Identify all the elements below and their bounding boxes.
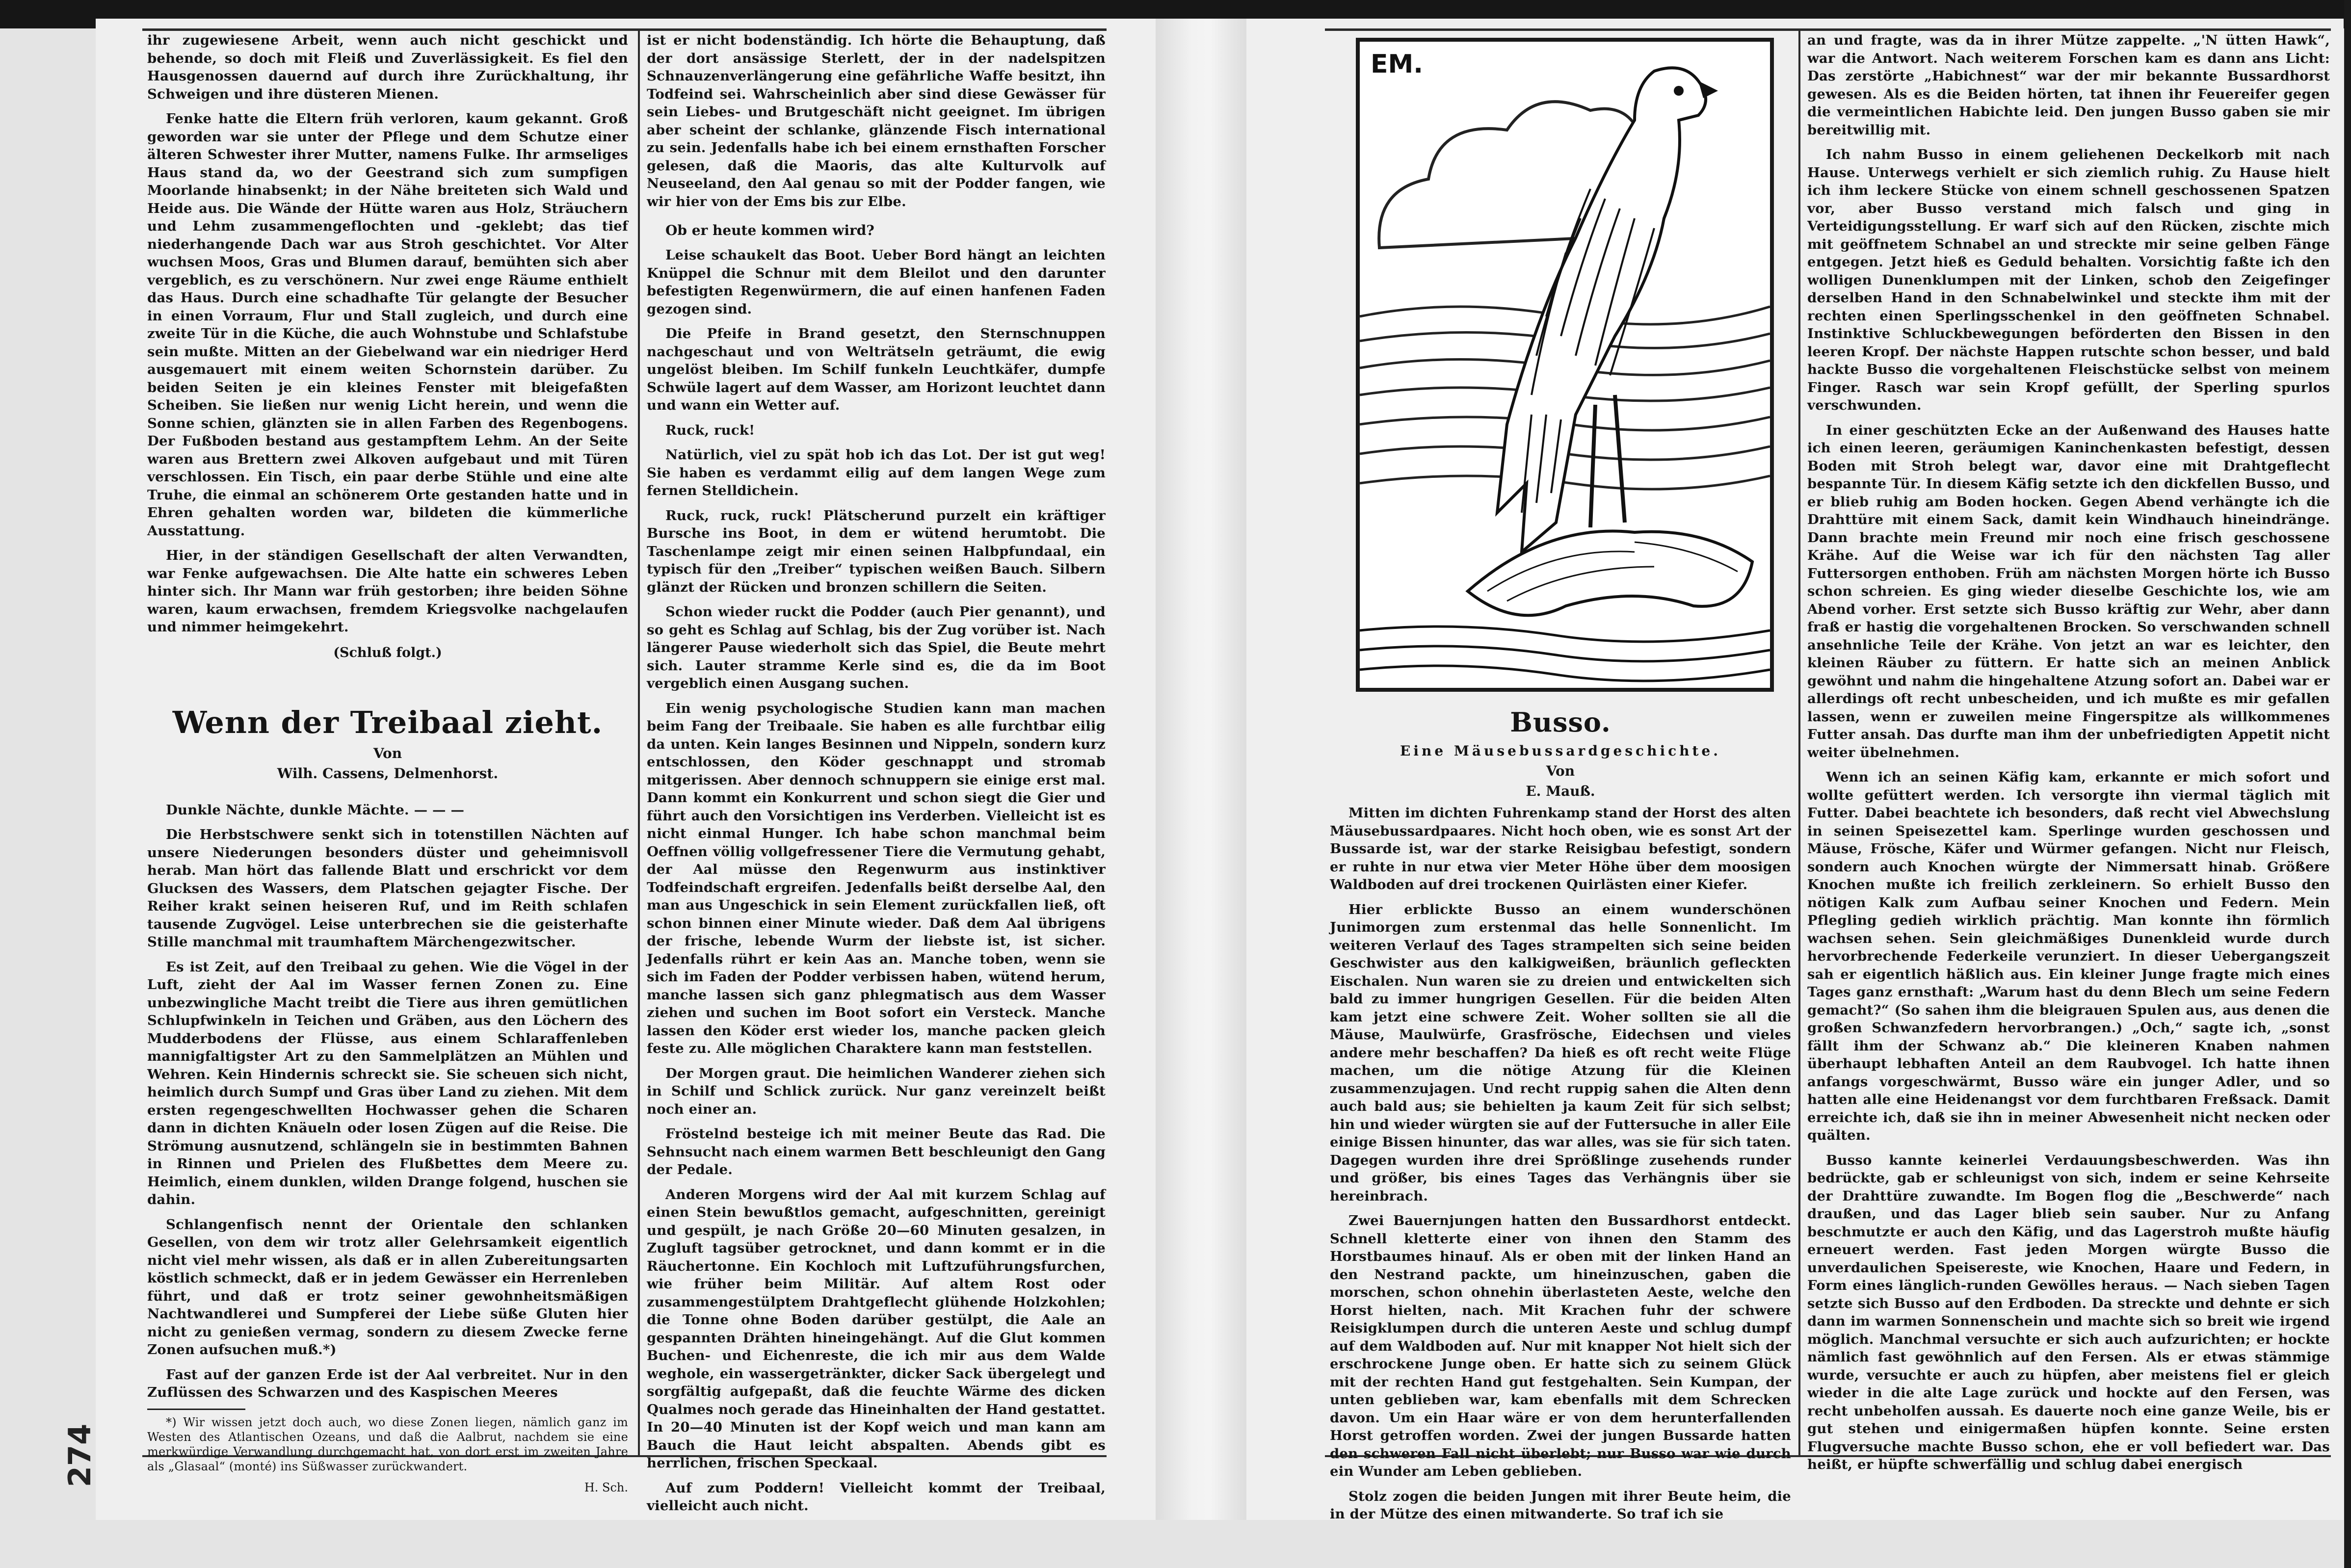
rule-left-divider <box>638 28 640 1457</box>
footnote-signature: H. Sch. <box>584 1480 628 1494</box>
paragraph: Busso kannte keinerlei Verdauungsbeschwerden. Was ihn bedrückte, gab er schleunigst von sich, indem er seine Kehrseite der Drahttüre zuwandte. Im Bogen flog die „Beschwerde“ nach draußen, und das Lager blieb sein sauber. Nur zu Anfang beschmutzte er auch den Käfig, und das Lagerstroh mußte häufig erneuert werden. Fast jeden Morgen würgte Busso die unverdaulichen Speisereste, wie Knochen, Haare und Federn, in Form eines länglich-runden Gewölles heraus. — Nach sieben Tagen setzte sich Busso auf den Erdboden. Da streckte und dehnte er sich dann im warmen Sonnenschein und machte sich so breit wie irgend möglich. Manchmal versuchte er sich auch aufzurichten; er hockte nämlich fast gewöhnlich auf den Fersen. Als er etwas stämmige wurde, versuchte er auch zu hüpfen, aber meistens fiel er gleich wieder in die alte Lage zurück und hockte auf den Fersen, was recht unbeholfen aussah. Es dauerte noch eine ganze Weile, bis er gut stehen und einigermaßen hüpfen konnte. Seine ersten Flugversuche machte Busso schon, ehe er voll befiedert war. Das heißt, er hüpfte schwerfällig und schlug dabei energisch <box>1807 1152 2330 1472</box>
paragraph: Ich nahm Busso in einem geliehenen Deckelkorb mit nach Hause. Unterwegs verhielt er sich ziemlich ruhig. Zu Hause hielt ich ihm leckere Stücke von einem schnell geschossenen Spatzen vor, aber Busso verstand mich falsch und ging in Verteidigungsstellung. Er warf sich auf den Rücken, zischte mich mit geöffnetem Schnabel an und streckte mir seine gelben Fänge entgegen. Jetzt hieß es Geduld behalten. Vorsichtig faßte ich den wolligen Dunenklumpen mit der Linken, schob den Zeigefinger derselben Hand in den Schnabelwinkel und steckte ihm mit der rechten einen Sperlingsschenkel in den geöffneten Schnabel. Instinktive Schluckbewegungen beförderten den Bissen in den leeren Kropf. Der nächste Happen rutschte schon besser, und bald hackte Busso die vorgehaltenen Fleischstücke selbst von meinem Finger. Rasch war sein Kropf gefüllt, der Sperling spurlos verschwunden. <box>1807 147 2330 413</box>
continuation-note: (Schluß folgt.) <box>333 645 442 660</box>
article-title: Wenn der Treibaal zieht. <box>172 704 603 740</box>
paragraph: Mitten im dichten Fuhrenkamp stand der Horst des alten Mäusebussardpaares. Nicht hoch oben, wie es sonst Art der Bussarde ist, war der starke Reisigbau befestigt, sondern er ruhte in nur etwa vier Meter Höhe über dem moosigen Waldboden auf drei trockenen Quirlästen einer Kiefer. <box>1330 805 1791 892</box>
paragraph: Es ist Zeit, auf den Treibaal zu gehen. Wie die Vögel in der Luft, zieht der Aal im Wasser fernen Zonen zu. Eine unbezwingliche Macht treibt die Tiere aus ihren gemütlichen Schlupfwinkeln in Teichen und Gräben, aus den Löchern des Mudderbodens der Flüsse, aus einem Schlaraffenleben mannigfaltigster Art zu den Sammelplätzen an Mühlen und Wehren. Kein Hindernis schreckt sie. Sie scheuen sich nicht, heimlich durch Sumpf und Gras über Land zu ziehen. Mit dem ersten regengeschwellten Hochwasser gehen die Scharen dann in dichten Knäueln oder losen Zügen auf die Reise. Die Strömung ausnutzend, schlängeln sie in bestimmten Bahnen in Rinnen und Prielen des Flußbettes dem Meere zu. Heimlich, einem dunklen, wilden Drange folgend, huschen sie dahin. <box>147 959 628 1207</box>
paragraph: Der Morgen graut. Die heimlichen Wanderer ziehen sich in Schilf und Schlick zurück. Nur ganz vereinzelt beißt noch einer an. <box>647 1065 1106 1117</box>
paragraph: Fenke hatte die Eltern früh verloren, kaum gekannt. Groß geworden war sie unter der Pflege und dem Schutze einer älteren Schwester ihrer Mutter, namens Fulke. Ihr armseliges Haus stand da, wo der Geestrand sich zum sumpfigen Moorlande hinabsenkt; in der Nähe breiteten sich Wald und Heide aus. Die Wände der Hütte waren aus Holz, Sträuchern und Lehm zusammengeflochten und -geklebt; das tief niederhangende Dach war aus Stroh geschichtet. Vor Alter wuchsen Moos, Gras und Blumen darauf, bemühten sich aber vergeblich, es zu verschönern. Nur zwei enge Räume enthielt das Haus. Durch eine schadhafte Tür gelangte der Besucher in einen Vorraum, Flur und Stall zugleich, und durch eine zweite Tür in die Küche, die auch Wohnstube und Schlafstube sein mußte. Mitten an der Giebelwand war ein niedriger Herd ausgemauert mit einem weiten Schornstein darüber. Zu beiden Seiten je ein kleines Fenster mit bleigefaßten Scheiben. Sie ließen nur wenig Licht herein, und wenn die Sonne schien, glänzten sie in allen Farben des Regenbogens. Der Fußboden bestand aus gestampftem Lehm. An der Seite waren aus Brettern zwei Alkoven aufgebaut und mit Türen verschlossen. Ein Tisch, ein paar derbe Stühle und eine alte Truhe, die einmal an schönerem Orte gestanden hatte und in Ehren gehalten worden war, bildeten die kümmerliche Ausstattung. <box>147 111 628 539</box>
rule-right-top <box>1325 28 2331 31</box>
paragraph: Ein wenig psychologische Studien kann man machen beim Fang der Treibaale. Sie haben es alle furchtbar eilig da unten. Kein langes Besinnen und Nippeln, sondern kurz entschlossen, den Köder geschnappt und stromab mitgerissen. Aber dennoch schnuppern sie einige erst mal. Dann kommt ein Konkurrent und schon siegt die Gier und führt auch den Vorsichtigen ins Verderben. Vielleicht ist es nicht einmal Hunger. Ich habe schon manchmal beim Oeffnen völlig vollgefressener Tiere die Vermutung gehabt, der Aal müsse den Regenwurm aus instinktiver Todfeindschaft ergreifen. Jedenfalls beißt derselbe Aal, den man aus Ungeschick in sein Element zurückfallen ließ, oft schon binnen einer Minute wieder. Daß dem Aal übrigens der frische, lebende Wurm der liebste ist, ist sicher. Jedenfalls rührt er kein Aas an. Manche toben, wenn sie sich im Faden der Podder verbissen haben, wütend herum, manche lassen sich ganz phlegmatisch aus dem Wasser ziehen und suchen im Boot sofort ein Versteck. Manche lassen den Köder erst wieder los, manche packen gleich feste zu. Alle möglichen Charaktere kann man feststellen. <box>647 700 1106 1056</box>
right-dark-edge <box>2344 0 2351 1568</box>
left-column-2 <box>647 31 1106 1514</box>
paragraph: Zwei Bauernjungen hatten den Bussardhorst entdeckt. Schnell kletterte einer von ihnen den Stamm des Horstbaumes hinauf. Als er oben mit der linken Hand an den Nestrand packte, um hineinzuschen, gaben die morschen, schon ohnehin überlasteten Aeste, welche den Horst hielten, nach. Mit Krachen fuhr der schwere Reisigklumpen durch die unteren Aeste und schlug dumpf auf dem Waldboden auf. Nur mit knapper Not hielt sich der erschrockene Junge oben. Er hatte sich zu seinem Glück mit der rechten Hand gut festgehalten. Sein Kumpan, der unten geblieben war, kam ebenfalls mit dem Schrecken davon. Um ein Haar wäre er von dem herunterfallenden Horst getroffen worden. Zwei der jungen Bussarde hatten den schweren Fall nicht überlebt; nur Busso war wie durch ein Wunder am Leben geblieben. <box>1330 1213 1791 1479</box>
paragraph: Hier, in der ständigen Gesellschaft der alten Verwandten, war Fenke aufgewachsen. Die Alte hatte ein schweres Leben hinter sich. Ihr Mann war früh gestorben; ihre beiden Söhne waren, kaum erwachsen, fremdem Kriegsvolke nachgelaufen und nimmer heimgekehrt. <box>147 548 628 635</box>
paragraph: ihr zugewiesene Arbeit, wenn auch nicht geschickt und behende, so doch mit Fleiß und Zuverlässigkeit. Es fiel den Hausgenossen dauernd auf durch ihre Zurückhaltung, ihr Schweigen und ihre düsteren Mienen. <box>147 32 628 102</box>
paragraph: In einer geschützten Ecke an der Außenwand des Hauses hatte ich einen leeren, geräumigen Kaninchenkasten befestigt, dessen Boden mit Stroh belegt war, davor eine mit Drahtgeflecht bespannte Tür. In diesem Käfig setzte ich den dickfellen Busso, und er blieb ruhig am Boden hocken. Gegen Abend verhängte ich die Drahttüre mit einem Sack, damit kein Windhauch hineindränge. Dann brachte mein Freund mir noch eine frisch geschossene Krähe. Auf die Weise war ich für den nächsten Tag aller Futtersorgen enthoben. Früh am nächsten Morgen hörte ich Busso schon schreien. Es ging wieder dieselbe Geschichte los, wie am Abend vorher. Erst setzte sich Busso kräftig zur Wehr, aber dann fraß er hastig die vorgehaltenen Brocken. So verschwanden schnell ansehnliche Teile der Krähe. Von jetzt an war es leichter, den kleinen Räuber zu füttern. Er hatte sich an meinen Anblick gewöhnt und nahm die hingehaltene Atzung sofort an. Dabei war er allerdings oft recht unbescheiden, und ich mußte es mir gefallen lassen, wenn er zuweilen meine Fingerspitze als willkommenes Futter ansah. Das durfte man ihm der unbefriedigten Appetit nicht weiter übelnehmen. <box>1807 422 2330 760</box>
paragraph: Ruck, ruck, ruck! Plätscherund purzelt ein kräftiger Bursche ins Boot, in dem er wütend herumtobt. Die Taschenlampe zeigt mir einen seinen Halbpfundaal, ein typisch für den „Treiber“ typischen weißen Bauch. Silbern glänzt der Rücken und bronzen schillern die Seiten. <box>647 507 1106 595</box>
page-number: 274 <box>62 1423 98 1488</box>
page-gutter <box>1156 19 1246 1520</box>
buzzard-drawing <box>1360 42 1770 688</box>
paragraph: Die Herbstschwere senkt sich in totenstillen Nächten auf unsere Niederungen besonders düster und geheimnisvoll herab. Man hört das fallende Blatt und erschrickt vor dem Glucksen des Wassers, dem Platschen gejagter Fische. Der Reiher krakt seinen heiseren Ruf, und im Reith schlafen tausende Zugvögel. Leise unterbrechen sie die geisterhafte Stille manchmal mit traumhaftem Märchengezwitscher. <box>147 827 628 950</box>
paragraph: ist er nicht bodenständig. Ich hörte die Behauptung, daß der dort ansässige Sterlett, der in der nadelspitzen Schnauzenverlängerung eine gefährliche Waffe besitzt, ihn Todfeind sei. Wahrscheinlich aber sind diese Gewässer für sein Liebes- und Brutgeschäft nicht geeignet. Im übrigen aber scheint der schlanke, glänzende Fisch international zu sein. Jedenfalls habe ich bei einem ernsthaften Forscher gelesen, daß die Maoris, das alte Kulturvolk auf Neuseeland, den Aal genau so mit der Podder fangen, wie wir hier von der Ems bis zur Elbe. <box>647 32 1106 209</box>
right-column-2 <box>1807 31 2330 1472</box>
left-column-1 <box>147 31 628 1494</box>
footnote-rule <box>147 1409 245 1410</box>
paragraph: Fast auf der ganzen Erde ist der Aal verbreitet. Nur in den Zuflüssen des Schwarzen und des Kaspischen Meeres <box>147 1366 628 1400</box>
paragraph: Anderen Morgens wird der Aal mit kurzem Schlag auf einen Stein bewußtlos gemacht, aufgeschnitten, gereinigt und gespült, je nach Größe 20—60 Minuten gesalzen, in Zugluft tagsüber getrocknet, und dann kommt er in die Räuchertonne. Ein Kochloch mit Luftzuführungsfurchen, wie früher beim Militär. Auf altem Rost oder zusammengestülptem Drahtgeflecht glühende Holzkohlen; die Tonne ohne Boden darüber gestülpt, die Aale an gespannten Drähten hineingehängt. Auf die Glut kommen Buchen- und Eichenreste, die ich mir aus dem Walde weghole, ein wassergetränkter, dicker Sack übergelegt und sorgfältig aufgepaßt, daß die feuchte Wärme des dicken Qualmes noch gerade das Hineinhalten der Hand gestattet. In 20—40 Minuten ist der Kopf weich und man kann am Bauch die Haut leicht abspalten. Abends gibt es herrlichen, frischen Speckaal. <box>647 1186 1106 1471</box>
paragraph: Leise schaukelt das Boot. Ueber Bord hängt an leichten Knüppel die Schnur mit dem Bleilot und den darunter befestigten Regenwürmern, die auf einen hanfenen Faden gezogen sind. <box>647 247 1106 317</box>
byline-von: Von <box>1546 763 1575 779</box>
paragraph: Die Pfeife in Brand gesetzt, den Sternschnuppen nachgeschaut und von Welträtseln geträumt, die ewig ungelöst bleiben. Im Schilf funkeln Leuchtkäfer, dumpfe Schwüle lagert auf dem Wasser, am Horizont leuchtet dann und wann ein Wetter auf. <box>647 326 1106 413</box>
bird-illustration <box>1356 38 1774 692</box>
paragraph: Auf zum Poddern! Vielleicht kommt der Treibaal, vielleicht auch nicht. <box>647 1480 1106 1514</box>
paragraph: Fröstelnd besteige ich mit meiner Beute das Rad. Die Sehnsucht nach einem warmen Bett beschleunigt den Gang der Pedale. <box>647 1126 1106 1177</box>
article-subtitle: Eine Mäusebussardgeschichte. <box>1400 743 1721 759</box>
paragraph: Schlangenfisch nennt der Orientale den schlanken Gesellen, von dem wir trotz aller Gelehrsamkeit eigentlich nicht viel mehr wissen, als daß er in allen Zubereitungsarten köstlich schmeckt, daß er in jedem Gewässer ein Herrenleben führt, und daß er trotz seiner gewohnheitsmäßigen Nachtwandlerei und Sumpferei der Liebe süße Gluten hier nicht zu genießen vermag, sondern zu diesem Zwecke ferne Zonen aufsuchen muß.*) <box>147 1216 628 1358</box>
bird-eye <box>1674 86 1684 96</box>
article-author: E. Mauß. <box>1526 783 1595 799</box>
rule-right-divider <box>1798 28 1800 1457</box>
paragraph: Natürlich, viel zu spät hob ich das Lot. Der ist gut weg! Sie haben es verdammt eilig auf dem langen Wege zum fernen Stelldichein. <box>647 447 1106 498</box>
byline-von: Von <box>373 745 402 761</box>
illustration-monogram: EM. <box>1371 50 1424 79</box>
paragraph: Wenn ich an seinen Käfig kam, erkannte er mich sofort und wollte gefüttert werden. Ich versorgte ihn viermal täglich mit Futter. Dabei beachtete ich besonders, daß recht viel Abwechslung in seinen Speisezettel kam. Sperlinge wurden geschossen und Mäuse, Frösche, Käfer und Würmer gefangen. Nicht nur Fleisch, sondern auch Knochen würgte der Nimmersatt hinab. Größere Knochen mußte ich freilich zerkleinern. So erhielt Busso den nötigen Kalk zum Aufbau seiner Knochen und Federn. Mein Pflegling gedieh wirklich prächtig. Man konnte ihn förmlich wachsen sehen. Sein gleichmäßiges Dunenkleid wurde durch hervorbrechende Federkeile verunziert. In dieser Uebergangszeit sah er eigentlich häßlich aus. Ein kleiner Junge fragte mich eines Tages ganz ernsthaft: „Warum hast du denn Blech um seine Federn gemacht?“ (So sahen ihm die bleigrauen Spulen aus, aus denen die großen Schwanzfedern hervorbrangen.) „Och,“ sagte ich, „sonst fällt ihm der Schwanz ab.“ Die kleineren Knaben nahmen überhaupt lebhaften Anteil an dem Raubvogel. Ich hatte ihnen anfangs vorgeschwärmt, Busso wäre ein junger Adler, und so hatten alle eine Heidenangst vor dem furchtbaren Freßsack. Damit erreichte ich, daß sie ihn in meiner Abwesenheit nicht necken oder quälten. <box>1807 769 2330 1143</box>
rule-left-top <box>142 28 1107 31</box>
right-column-1 <box>1330 706 1791 1522</box>
paragraph: Hier erblickte Busso an einem wunderschönen Junimorgen zum erstenmal das helle Sonnenlicht. Im weiteren Verlauf des Tages strampelten sich seine beiden Geschwister aus den kalkigweißen, bräunlich gefleckten Eischalen. Nun waren sie zu dreien und entwickelten sich bald zu immer hungrigen Gesellen. Für die beiden Alten kam jetzt eine schwere Zeit. Woher sollten sie all die Mäuse, Maulwürfe, Grasfrösche, Eidechsen und vieles andere mehr beschaffen? Da hieß es oft recht weite Flüge machen, um die nötige Atzung für die Kleinen zusammenzujagen. Und recht ruppig sahen die Alten denn auch bald aus; sie behielten ja kaum Zeit für sich selbst; hin und wieder würgten sie auf der Futtersuche in aller Eile einige Bissen hinunter, das war alles, was sie für sich taten. Dagegen wurden ihre drei Sprößlinge zusehends runder und größer, bis eines Tages das Verhängnis über sie hereinbrach. <box>1330 901 1791 1204</box>
article-author: Wilh. Cassens, Delmenhorst. <box>277 765 499 782</box>
section-subhead: Ob er heute kommen wird? <box>665 222 874 238</box>
article-title: Busso. <box>1510 706 1611 738</box>
paragraph: Ruck, ruck! <box>665 422 755 438</box>
paragraph: Stolz zogen die beiden Jungen mit ihrer Beute heim, die in der Mütze des einen mitwanderte. So traf ich sie <box>1330 1488 1791 1522</box>
opening-line: Dunkle Nächte, dunkle Mächte. — — — <box>166 802 465 818</box>
paragraph: an und fragte, was da in ihrer Mütze zappelte. „'N ütten Hawk“, war die Antwort. Nach weiterem Forschen kam es dann ans Licht: Das zerstörte „Habichnest“ war der mir bekannte Bussardhorst gewesen. Als es die Beiden hörten, tat ihnen ihr Feuereifer gegen die vermeintlichen Habichte leid. Den jungen Busso gaben sie mir bereitwillig mit. <box>1807 32 2330 138</box>
footnote: *) Wir wissen jetzt doch auch, wo diese Zonen liegen, nämlich ganz im Westen des Atlantischen Ozeans, und daß die Aalbrut, nachdem sie eine merkwürdige Verwandlung durchgemacht hat, von dort erst im zweiten Jahre als „Glasaal“ (monté) ins Süßwasser zurückwandert. <box>147 1415 628 1473</box>
paragraph: Schon wieder ruckt die Podder (auch Pier genannt), und so geht es Schlag auf Schlag, bis der Zug vorüber ist. Nach längerer Pause wiederholt sich das Spiel, die Beute mehrt sich. Lauter stramme Kerle sind es, die da im Boot vergeblich einen Ausgang suchen. <box>647 604 1106 691</box>
